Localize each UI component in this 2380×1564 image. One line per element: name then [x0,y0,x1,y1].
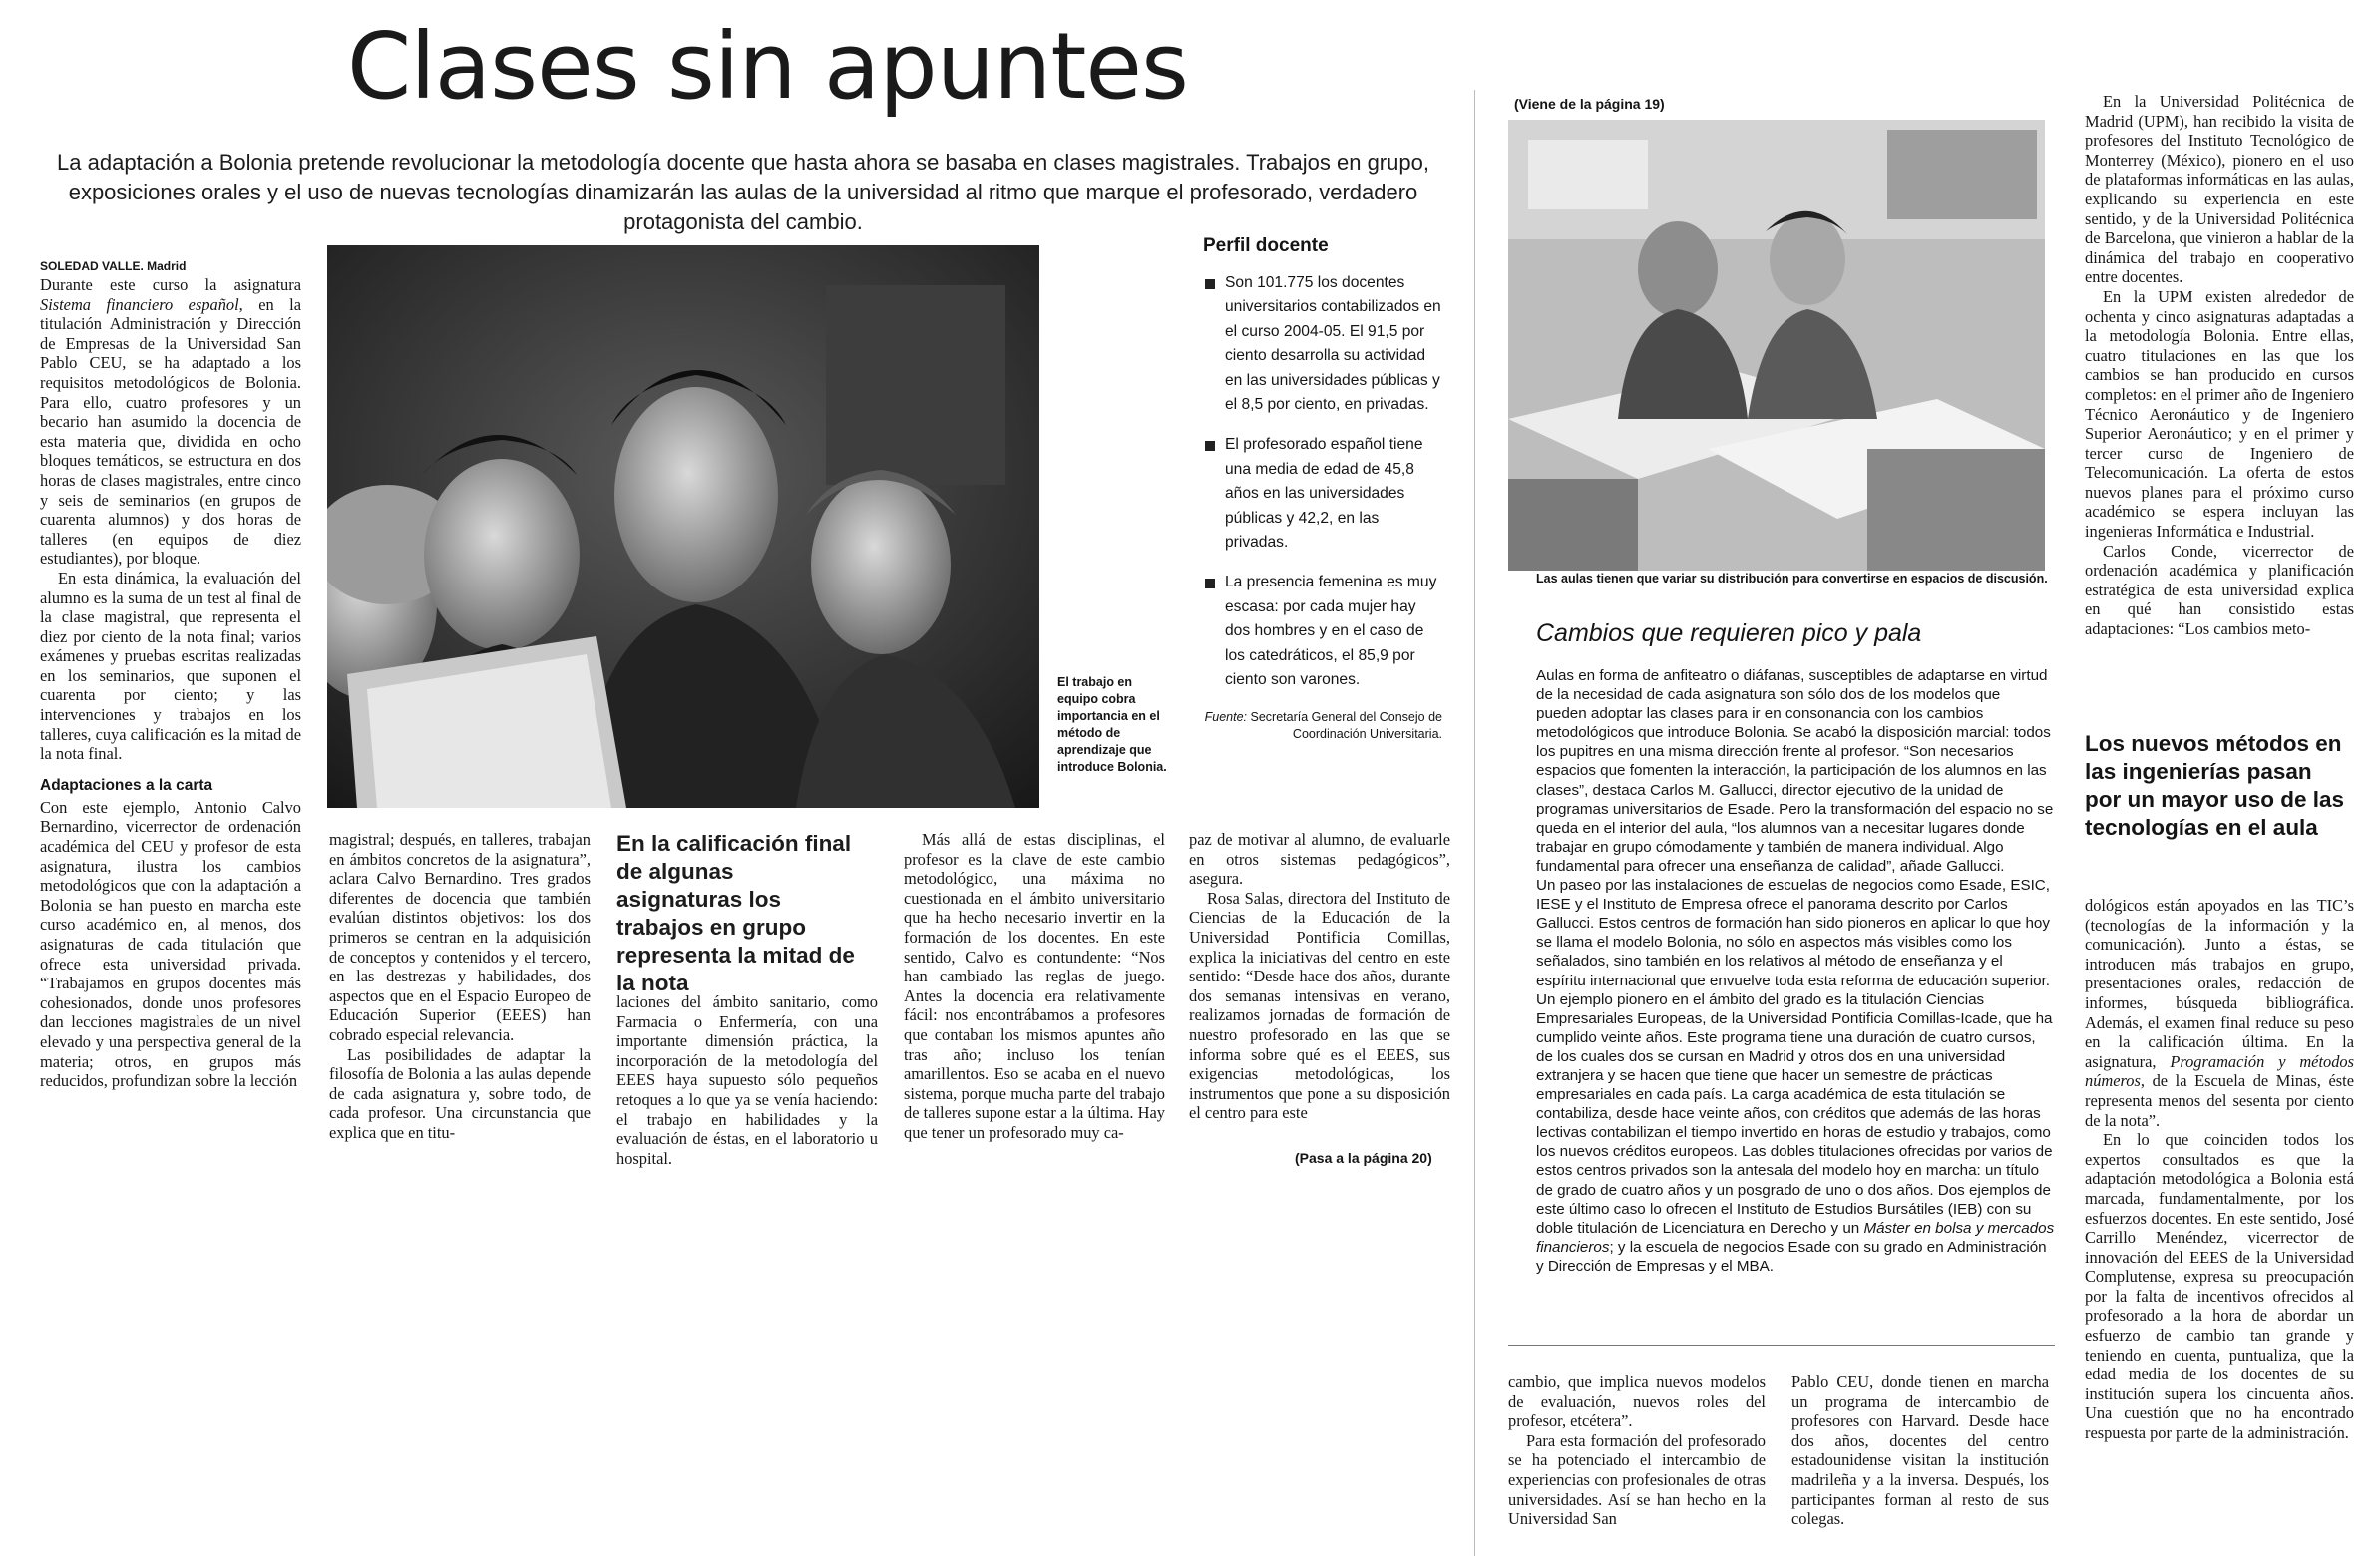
col5-paragraph-2: Rosa Salas, directora del Instituto de Ciencias de la Educación de la Universidad Pontificia Comillas, explica la iniciativas del centro en este sentido: “Desde hace dos años, durante dos semanas intensivas en verano, realizamos jornadas de formación de nuestro profesorado en las que se informa sobre qué es el EEES, sus exigencias metodológicas, los instrumentos que pone a su disposición el centro para este [1189,888,1450,1123]
article-column-5 [1189,830,1450,1123]
perfil-docente-box [1203,235,1442,743]
far-col-p1: En la Universidad Politécnica de Madrid (UPM), han recibido la visita de profesores del Instituto Tecnológico de Monterrey (México), pionero en el uso de plataformas informáticas en las aulas, explicando su experiencia en este sentido, y de la Universidad Politécnica de Barcelona, que vinieron a hablar de la dinámica del trabajo en cooperativo entre docentes. [2085,92,2354,287]
perfil-title: Perfil docente [1203,235,1329,256]
col4-paragraph-1: Más allá de estas disciplinas, el profesor es la clave de este cambio metodológico, una máxima no cuestionada en el ámbito universitario que ha hecho necesario invertir en la formación de los docentes. En este sentido, Calvo es contundente: “Nos han cambiado las reglas de juego. Antes la docencia era relativamente fácil: nos encontrábamos a profesores que contaban los mismos apuntes año tras año; incluso los tenían amarillentos. Eso se acaba en el nuevo sistema, porque mucha parte del trabajo de talleres supone estar a la última. Hay que tener un profesorado muy ca- [904,830,1165,1142]
col1-paragraph-3: Con este ejemplo, Antonio Calvo Bernardino, vicerrector de ordenación académica del CEU y profesor de esta asignatura, ilustra los cambios metodológicos que con la adaptación a Bolonia se han puesto en marcha este curso académico en, al menos, dos asignaturas de cada titulación que ofrece esta universidad privada. “Trabajamos en grupos docentes más cohesionados, donde unos profesores dan lecciones magistrales de un nivel elevado y una perspectiva general de la materia; otros, en grupos más reducidos, profundizan sobre la lección [40,797,301,1091]
page-divider [1474,90,1475,1556]
classroom-photo [1508,120,2045,571]
cambios-p3-start: Un ejemplo pionero en el ámbito del grado es la titulación Ciencias Empresariales Europeas, de la Universidad Pontificia Comillas-Icade, que ha cumplido veinte años. Este programa tiene una duración de cuatro cursos, de los cuales dos se cursan en Madrid y otros dos en una universidad extranjera y se hacen que tiene que hacer un semestre de prácticas empresariales en cada país. La carga académica de esta titulación se contabiliza, desde hace veinte años, con créditos que además de las horas lectivas contabilizan el tiempo invertido en horas de estudio y trabajos, como los nuevos créditos europeos. Las dobles titulaciones ofrecidas por varios de estos centros privados son la antesala del modelo hoy en marcha: un título de grado de cuatro años y un posgrado de uno o dos años. Dos ejemplos de este último caso lo ofrecen el Instituto de Estudios Bursátiles (IEB) con su doble titulación de Licenciatura en Derecho y un [1536,990,2053,1237]
col1-paragraph-2: En esta dinámica, la evaluación del alumno es la suma de un test al final de la clase magistral, que representa el diez por ciento de la nota final; varios exámenes y pruebas escritas realizadas en los seminarios, que suponen el cuarenta por ciento; y las intervenciones y trabajos en los talleres, cuya calificación es la mitad de la nota final. [40,568,301,764]
far-col-p2: En la UPM existen alrededor de ochenta y cinco asignaturas adaptadas a la metodología Bolonia. Entre ellas, cuatro titulaciones en las que los cambios se han producido en cursos completos: en el primer año de Ingeniero Técnico Aeronáutico y de Ingeniero Superior Aeronáutico; y en el primer y tercer curso de Ingeniero de Telecomunicación. La oferta de estos nuevos planes para el próximo curso académico se espera incluyan las ingenieras Informática e Industrial. [2085,286,2354,542]
students-laptop-image [327,245,1039,808]
source-text: Secretaría General del Consejo de Coordinación Universitaria. [1250,709,1442,741]
continue-note: (Pasa a la página 20) [1295,1150,1432,1166]
perfil-item: Son 101.775 los docentes universitarios contabilizados en el curso 2004-05. El 91,5 por ciento desarrolla su actividad en las universidades públicas y el 8,5 por ciento, en privadas. [1203,271,1442,417]
photo-caption-right: Las aulas tienen que variar su distribución para convertirse en espacios de discusión. [1536,572,2048,586]
course-title-minas: Programación y métodos números [2085,1051,2354,1091]
perfil-item: La presencia femenina es muy escasa: por cada mujer hay dos hombres y en el caso de los catedráticos, el 85,9 por ciento son varones. [1203,571,1442,692]
master-title: Máster en bolsa y mercados financieros [1536,1219,2055,1256]
classroom-image [1508,120,2045,571]
headline: Clases sin apuntes [347,13,1188,120]
pull-quote-calificacion: En la calificación final de algunas asignaturas los trabajos en grupo representa la mitad de la nota [616,831,855,995]
col3-paragraph: laciones del ámbito sanitario, como Farmacia o Enfermería, con una importante dimensión práctica, la incorporación de la metodología del EEES haya supuesto sólo pequeños retoques a lo que ya se venía haciendo: el trabajo en habilidades y la evaluación de éstas, en el laboratorio u hospital. [616,992,878,1168]
col5-paragraph-1: paz de motivar al alumno, de evaluarle en otros sistemas pedagógicos”, asegura. [1189,830,1450,889]
right-bottom-p1: cambio, que implica nuevos modelos de evaluación, nuevos roles del profesor, etcétera”. [1508,1372,1766,1431]
cambios-p3-end: ; y la escuela de negocios Esade con su grado en Administración y Dirección de Empresas y el MBA. [1536,1238,2047,1275]
far-right-column-bottom [2085,896,2354,1443]
far-col-p4-end: , de la Escuela de Minas, éste representa menos del sesenta por ciento de la nota”. [2085,1071,2354,1130]
far-col-p4-start: dológicos están apoyados en las TIC’s (tecnologías de la información y la comunicación). Junto a éstas, se introducen más trabajos en grupo, presentaciones orales, redacción de informes, búsqueda bibliográfica. Además, el examen final reduce su peso en la calificación última. En la asignatura, [2085,896,2354,1071]
perfil-source [1203,709,1442,743]
pull-quote-ingenierias: Los nuevos métodos en las ingenierías pasan por un mayor uso de las tecnologías en el aula [2085,731,2345,840]
col1-p1-start: Durante este curso la asignatura [40,275,301,294]
cambios-paragraph-3 [1536,990,2055,1276]
right-bottom-column-1 [1508,1372,1766,1529]
byline: SOLEDAD VALLE. Madrid [40,259,187,273]
article-column-2 [329,830,591,1143]
section-rule [1508,1345,2055,1346]
article-column-4 [904,830,1165,1143]
source-label: Fuente: [1204,709,1248,724]
cambios-body [1536,666,2055,1276]
perfil-list [1203,271,1442,693]
far-col-p3: Carlos Conde, vicerrector de ordenación académica y planificación estratégica de esta universidad explica en qué han consistido estas adaptaciones: “Los cambios meto- [2085,541,2354,639]
col1-paragraph-1 [40,275,301,569]
cambios-paragraph-2: Un paseo por las instalaciones de escuelas de negocios como Esade, ESIC, IESE y el Instituto de Empresa ofrece el panorama descrito por Carlos Gallucci. Estos centros de formación han sido pioneros en aplicar lo que hoy se llama el modelo Bolonia, no sólo en aspectos más visibles como los señalados, sino también en los relativos al método de enseñanza y el espíritu internacional que envuelve toda esta reforma de educación superior. [1536,877,2051,989]
article-column-3 [616,992,878,1168]
right-bottom-column-2 [1791,1372,2049,1529]
far-right-column-top [2085,92,2354,639]
cambios-paragraph-1: Aulas en forma de anfiteatro o diáfanas, susceptibles de adaptarse en virtud de la necesidad de cada asignatura son sólo dos de los modelos que pueden adoptar las clases para ir en consonancia con los cambios metodológicos que introduce Bolonia. Se acabó la disposición marcial: todos los pupitres en una misma dirección frente al profesor. “Son necesarios espacios que fomenten la interacción, la participación de los alumnos en las clases”, destaca Carlos M. Gallucci, director ejecutivo de la unidad de programas universitarios de Esade. Pero la transformación del espacio no se queda en el interior del aula, “los alumnos van a necesitar lugares donde trabajar en grupo cómodamente y también de manera individual. Algo fundamental para ofrecer una enseñanza de calidad”, añade Gallucci. [1536,667,2054,875]
right-bottom-p2: Para esta formación del profesorado se ha potenciado el intercambio de experiencias con profesionales de otras universidades. Así se han hecho en la Universidad San [1508,1430,1766,1529]
far-col-p5: En lo que coinciden todos los expertos consultados es que la adaptación metodológica a Bolonia está marcada, fundamentalmente, por los esfuerzos docentes. En este sentido, José Carrillo Menéndez, vicerrector de innovación del EEES de la Universidad Complutense, expresa su preocupación por la falta de incentivos ofrecidos al profesorado a la hora de abordar un esfuerzo de cambio tan grande y teniendo en cuenta, puntualiza, que la edad media de los docentes de su institución supera los cincuenta años. Una cuestión que no ha encontrado respuesta por parte de la administración. [2085,1130,2354,1443]
students-photo [327,245,1039,808]
col2-paragraph-1: magistral; después, en talleres, trabajan en ámbitos concretos de la asignatura”, aclara Calvo Bernardino. Tres grados diferentes de docencia que también evalúan distintos objetivos: los dos primeros se centran en la adquisición de conceptos y contenidos y el tercero, en las destrezas y habilidades, dos aspectos que en el Espacio Europeo de Educación Superior (EEES) han cobrado especial relevancia. [329,830,591,1044]
col2-paragraph-2: Las posibilidades de adaptar la filosofía de Bolonia a las aulas depende de cada asignatura y, sobre todo, de cada profesor. Una circunstancia que explica que en titu- [329,1044,591,1142]
section-title-cambios: Cambios que requieren pico y pala [1536,619,1922,647]
perfil-item: El profesorado español tiene una media de edad de 45,8 años en las universidades públicas y 42,2, en las privadas. [1203,433,1442,555]
course-title: Sistema financiero español [40,294,239,314]
right-bottom-col2-p: Pablo CEU, donde tienen en marcha un programa de intercambio de profesores con Harvard. Desde hace dos años, docentes del centro estadounidense visitan la institución madrileña y a la inversa. Después, los participantes forman al resto de sus colegas. [1791,1372,2049,1529]
viene-note: (Viene de la página 19) [1514,96,1665,112]
photo-caption-left: El trabajo en equipo cobra importancia en el método de aprendizaje que introduce Bolonia. [1057,675,1167,774]
col1-p1-end: , en la titulación Administración y Dirección de Empresas de la Universidad San Pablo CEU, se ha adaptado a los requisitos metodológicos de Bolonia. Para ello, cuatro profesores y un becario han asumido la docencia de esta materia que, dividida en ocho bloques temáticos, se estructura en dos horas de clases magistrales, entre cinco y seis de seminarios (en grupos de cuarenta alumnos) y dos horas de talleres (en equipos de diez estudiantes), por bloque. [40,294,301,569]
lead-paragraph: La adaptación a Bolonia pretende revolucionar la metodología docente que hasta ahora se basaba en clases magistrales. Trabajos en grupo, exposiciones orales y el uso de nuevas tecnologías dinamizarán las aulas de la universidad al ritmo que marque el profesorado, verdadero protagonista del cambio. [57,150,1429,234]
far-col-p4 [2085,896,2354,1130]
subhead-adaptaciones: Adaptaciones a la carta [40,776,213,794]
article-column-1 [40,257,301,1091]
